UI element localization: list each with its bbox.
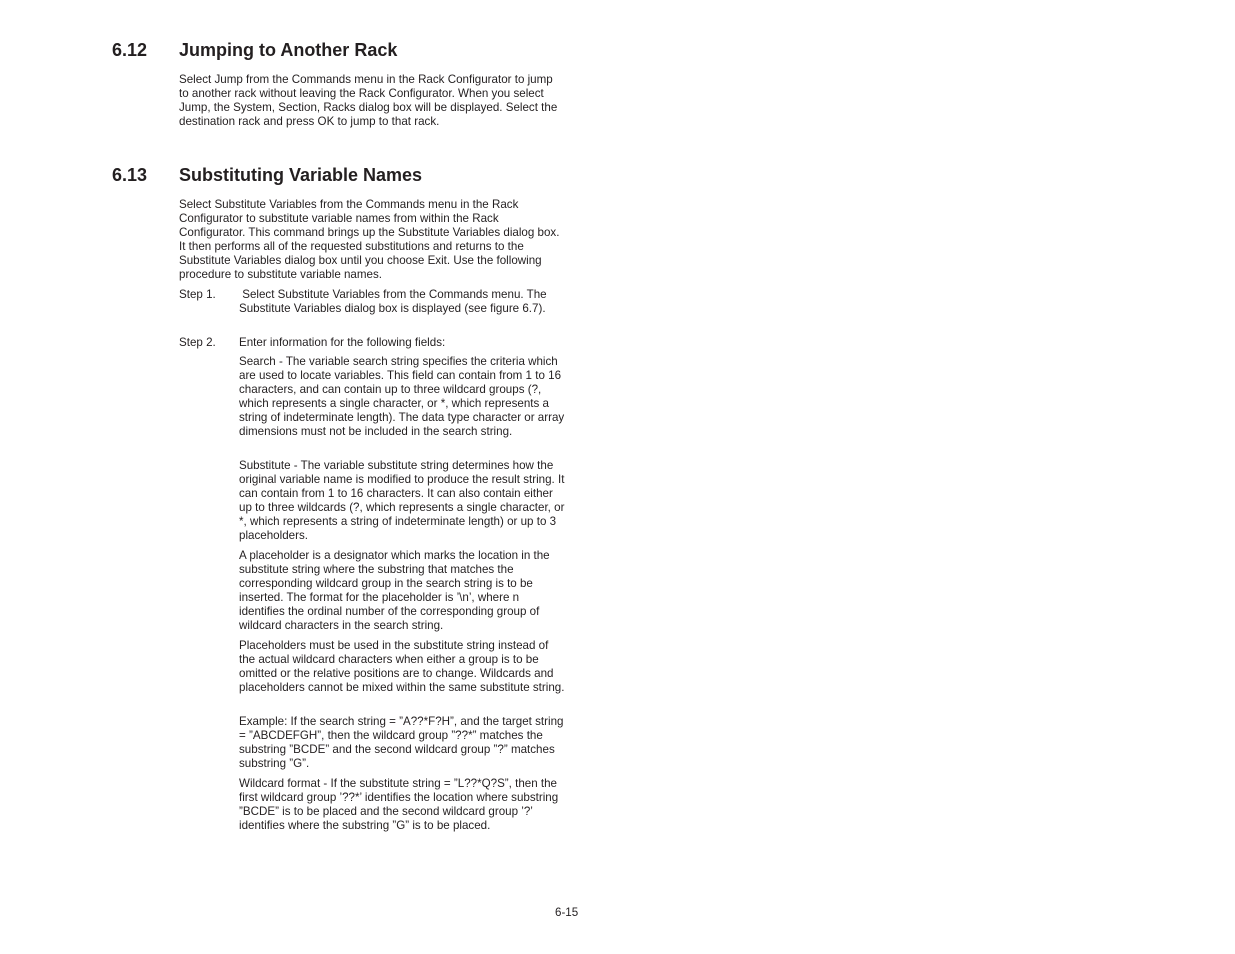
section-6-13-heading [112,164,422,186]
step-label: Step 2. [179,336,216,349]
section-title: Jumping to Another Rack [179,40,398,60]
field-substitute-description: Substitute - The variable substitute string determines how the original variable name is modified to produce the result string. It can contain from 1 to 16 characters. It can also contain either up to three wildcards (?, which represents a single character, or *, which represents a string of indeterminate length) or up to 3 placeholders. [239,459,565,543]
placeholder-description: A placeholder is a designator which marks the location in the substitute string where the substring that matches the corresponding wildcard group in the search string is to be inserted. The format for the placeholder is ’\n’, where n identifies the ordinal number of the corresponding group of wildcard characters in the search string. [239,549,550,633]
placeholder-usage-note: Placeholders must be used in the substitute string instead of the actual wildcard characters when either a group is to be omitted or the relative positions are to change. Wildcards and placeholders cannot be mixed within the same substitute string. [239,639,565,695]
section-6-12-body: Select Jump from the Commands menu in the Rack Configurator to jump to another rack without leaving the Rack Configurator. When you select Jump, the System, Section, Racks dialog box will be displayed. Select the destination rack and press OK to jump to that rack. [179,73,558,129]
section-number: 6.13 [112,165,148,185]
section-6-13-intro: Select Substitute Variables from the Commands menu in the Rack Configurator to substitute variable names from within the Rack Configurator. This command brings up the Substitute Variables dialog box. It then performs all of the requested substitutions and returns to the Substitute Variables dialog box until you choose Exit. Use the following procedure to substitute variable names. [179,198,560,282]
section-title: Substituting Variable Names [179,165,423,185]
page-number: 6-15 [555,906,579,919]
wildcard-format-paragraph: Wildcard format - If the substitute string = ”L??*Q?S”, then the first wildcard group ’??*’ identifies the location where substring ”BCDE” is to be placed and the second wildcard group ’?’ identifies where the substring ”G” is to be placed. [239,777,559,833]
step-text: Select Substitute Variables from the Commands menu. The Substitute Variables dialog box is displayed (see figure 6.7). [239,288,547,316]
step-label: Step 1. [179,288,216,301]
example-paragraph: Example: If the search string = ”A??*F?H”, and the target string = ”ABCDEFGH”, then the wildcard group ”??*” matches the substring ”BCDE” and the second wildcard group ”?” matches substring ”G”. [239,715,564,771]
section-6-12-heading [112,39,397,61]
step-text: Enter information for the following fields: [239,336,446,349]
field-search-description: Search - The variable search string specifies the criteria which are used to locate variables. This field can contain from 1 to 16 characters, and can contain up to three wildcard groups (?, which represents a single character, or *, which represents a string of indeterminate length). The data type character or array dimensions must not be included in the search string. [239,355,565,439]
section-number: 6.12 [112,40,148,60]
